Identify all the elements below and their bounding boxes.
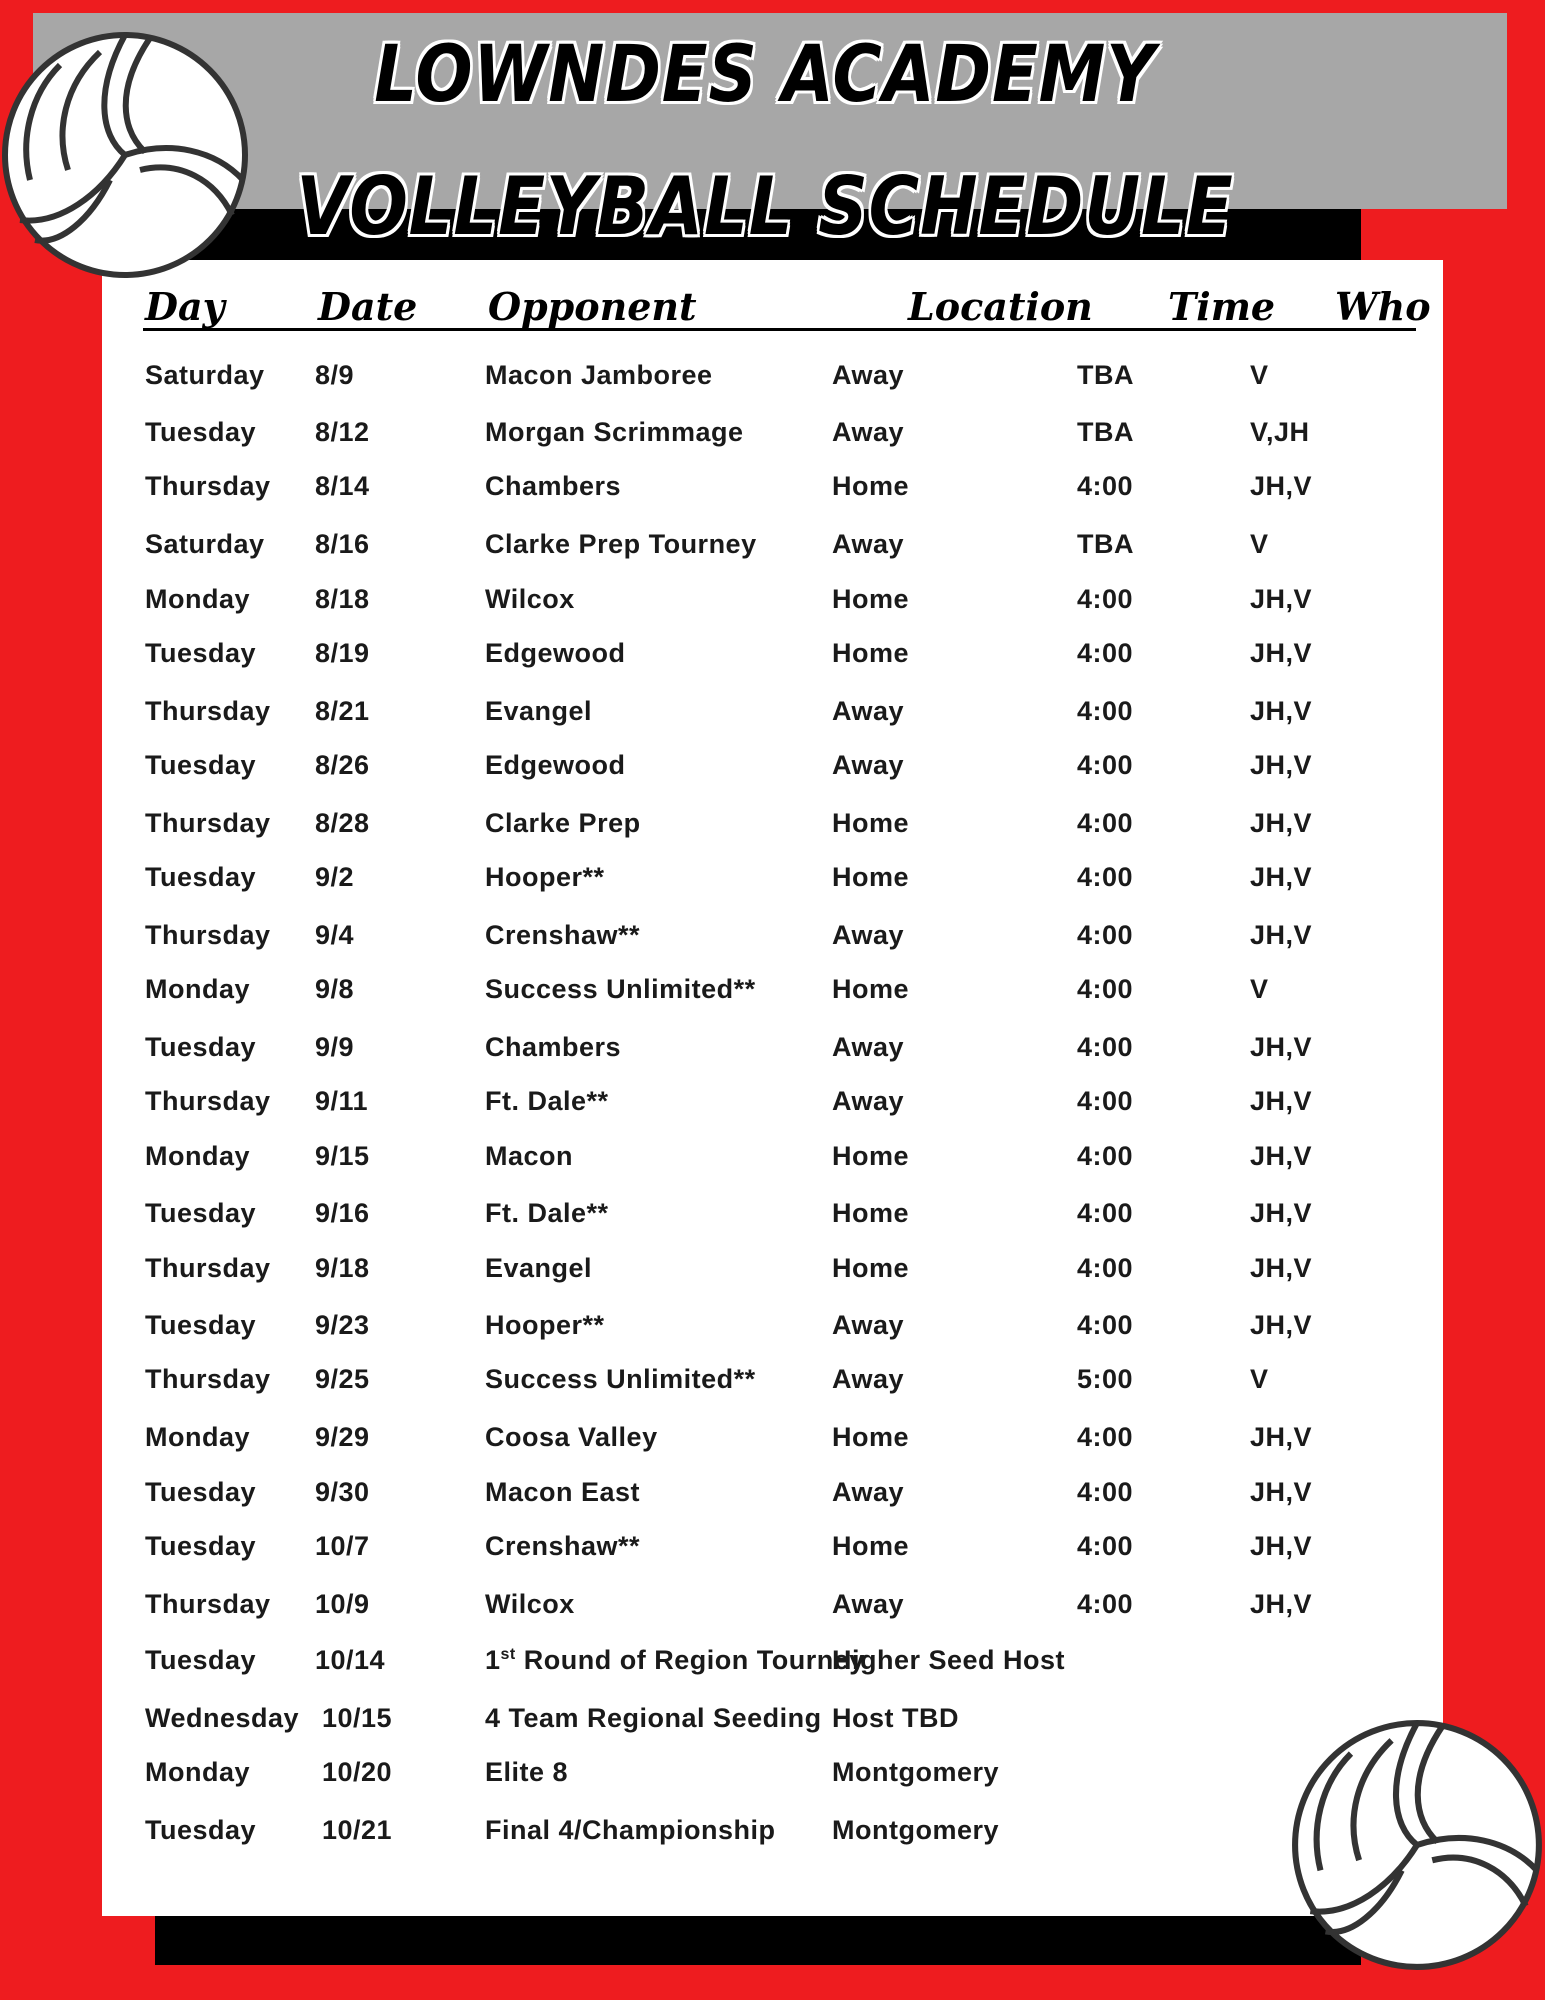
cell-date: 9/9 xyxy=(315,1032,355,1062)
cell-opponent: Morgan Scrimmage xyxy=(485,417,744,447)
cell-opponent: Hooper** xyxy=(485,862,605,892)
cell-location: Away xyxy=(832,920,905,950)
cell-day: Thursday xyxy=(145,920,271,950)
cell-date: 8/26 xyxy=(315,750,370,780)
cell-who: JH,V xyxy=(1250,1198,1313,1228)
cell-date: 9/2 xyxy=(315,862,355,892)
cell-location: Host TBD xyxy=(832,1703,959,1733)
cell-date: 8/18 xyxy=(315,584,370,614)
cell-opponent: 1st Round of Region Tourney xyxy=(485,1645,865,1675)
cell-day: Saturday xyxy=(145,529,265,559)
cell-day: Tuesday xyxy=(145,1198,257,1228)
cell-time: 4:00 xyxy=(1077,920,1134,950)
cell-date: 9/4 xyxy=(315,920,355,950)
cell-opponent: Crenshaw** xyxy=(485,920,641,950)
cell-opponent: Success Unlimited** xyxy=(485,1364,756,1394)
cell-location: Home xyxy=(832,974,910,1004)
cell-location: Home xyxy=(832,638,910,668)
cell-day: Tuesday xyxy=(145,1815,257,1845)
cell-date: 10/21 xyxy=(322,1815,393,1845)
cell-location: Home xyxy=(832,471,910,501)
cell-who: JH,V xyxy=(1250,1141,1313,1171)
cell-who: JH,V xyxy=(1250,1422,1313,1452)
column-header-who: Who xyxy=(1335,284,1431,329)
cell-day: Tuesday xyxy=(145,1310,257,1340)
cell-location: Montgomery xyxy=(832,1757,999,1787)
cell-time: TBA xyxy=(1077,360,1134,390)
cell-date: 8/28 xyxy=(315,808,370,838)
cell-location: Home xyxy=(832,1253,910,1283)
cell-who: JH,V xyxy=(1250,1032,1313,1062)
cell-day: Tuesday xyxy=(145,417,257,447)
cell-location: Away xyxy=(832,696,905,726)
table-row xyxy=(0,1757,1545,1797)
column-header-row xyxy=(143,284,1431,331)
cell-opponent: Ft. Dale** xyxy=(485,1086,609,1116)
table-row xyxy=(0,750,1545,790)
table-row xyxy=(0,1364,1545,1404)
cell-who: JH,V xyxy=(1250,696,1313,726)
cell-time: 4:00 xyxy=(1077,1531,1134,1561)
cell-who: JH,V xyxy=(1250,862,1313,892)
cell-time: 4:00 xyxy=(1077,638,1134,668)
table-row xyxy=(0,1422,1545,1462)
cell-who: JH,V xyxy=(1250,1477,1313,1507)
column-header-opponent: Opponent xyxy=(488,284,697,329)
table-row xyxy=(0,1253,1545,1293)
cell-who: JH,V xyxy=(1250,638,1313,668)
column-header-date: Date xyxy=(318,284,418,329)
cell-time: 4:00 xyxy=(1077,808,1134,838)
cell-time: TBA xyxy=(1077,529,1134,559)
cell-date: 9/30 xyxy=(315,1477,370,1507)
cell-time: 5:00 xyxy=(1077,1364,1134,1394)
cell-location: Away xyxy=(832,1589,905,1619)
cell-location: Away xyxy=(832,529,905,559)
cell-day: Wednesday xyxy=(145,1703,300,1733)
cell-who: JH,V xyxy=(1250,1086,1313,1116)
cell-day: Monday xyxy=(145,584,251,614)
cell-date: 8/21 xyxy=(315,696,370,726)
cell-opponent: Chambers xyxy=(485,471,622,501)
cell-day: Tuesday xyxy=(145,750,257,780)
cell-opponent: Chambers xyxy=(485,1032,622,1062)
cell-day: Monday xyxy=(145,974,251,1004)
cell-time: 4:00 xyxy=(1077,1086,1134,1116)
cell-opponent: Crenshaw** xyxy=(485,1531,641,1561)
cell-who: JH,V xyxy=(1250,1589,1313,1619)
cell-day: Tuesday xyxy=(145,1477,257,1507)
cell-opponent: Ft. Dale** xyxy=(485,1198,609,1228)
cell-day: Thursday xyxy=(145,471,271,501)
table-row xyxy=(0,417,1545,457)
cell-day: Tuesday xyxy=(145,638,257,668)
cell-day: Tuesday xyxy=(145,1531,257,1561)
table-row xyxy=(0,1310,1545,1350)
cell-day: Thursday xyxy=(145,808,271,838)
cell-who: JH,V xyxy=(1250,750,1313,780)
cell-location: Away xyxy=(832,750,905,780)
table-row xyxy=(0,1086,1545,1126)
volleyball-icon xyxy=(0,30,250,280)
table-row xyxy=(0,1589,1545,1629)
cell-location: Home xyxy=(832,1422,910,1452)
table-row xyxy=(0,1703,1545,1743)
cell-location: Home xyxy=(832,584,910,614)
cell-time: TBA xyxy=(1077,417,1134,447)
cell-location: Away xyxy=(832,1310,905,1340)
column-header-time: Time xyxy=(1168,284,1276,329)
cell-date: 9/11 xyxy=(315,1086,369,1116)
cell-who: JH,V xyxy=(1250,1310,1313,1340)
cell-opponent: Elite 8 xyxy=(485,1757,569,1787)
cell-date: 10/9 xyxy=(315,1589,370,1619)
table-row xyxy=(0,862,1545,902)
cell-time: 4:00 xyxy=(1077,750,1134,780)
cell-opponent: Final 4/Championship xyxy=(485,1815,776,1845)
cell-day: Tuesday xyxy=(145,862,257,892)
cell-day: Thursday xyxy=(145,1364,271,1394)
column-header-location: Location xyxy=(908,284,1093,329)
cell-who: JH,V xyxy=(1250,808,1313,838)
table-row xyxy=(0,920,1545,960)
table-row xyxy=(0,1477,1545,1517)
cell-day: Saturday xyxy=(145,360,265,390)
cell-opponent: Wilcox xyxy=(485,584,575,614)
table-row xyxy=(0,974,1545,1014)
cell-date: 9/8 xyxy=(315,974,355,1004)
cell-opponent: Clarke Prep Tourney xyxy=(485,529,757,559)
cell-who: V xyxy=(1250,974,1269,1004)
cell-day: Thursday xyxy=(145,1589,271,1619)
cell-date: 10/14 xyxy=(315,1645,386,1675)
cell-date: 9/15 xyxy=(315,1141,370,1171)
cell-opponent: Hooper** xyxy=(485,1310,605,1340)
cell-who: JH,V xyxy=(1250,471,1313,501)
cell-time: 4:00 xyxy=(1077,1589,1134,1619)
cell-date: 8/12 xyxy=(315,417,370,447)
cell-opponent: Success Unlimited** xyxy=(485,974,756,1004)
cell-opponent: Wilcox xyxy=(485,1589,575,1619)
cell-opponent: Macon xyxy=(485,1141,574,1171)
cell-time: 4:00 xyxy=(1077,1477,1134,1507)
cell-opponent: Edgewood xyxy=(485,638,626,668)
cell-date: 8/14 xyxy=(315,471,370,501)
cell-location: Home xyxy=(832,862,910,892)
cell-day: Monday xyxy=(145,1422,251,1452)
cell-opponent: Macon East xyxy=(485,1477,641,1507)
cell-time: 4:00 xyxy=(1077,862,1134,892)
cell-date: 8/9 xyxy=(315,360,355,390)
cell-day: Monday xyxy=(145,1141,251,1171)
cell-location: Away xyxy=(832,1086,905,1116)
cell-day: Monday xyxy=(145,1757,251,1787)
cell-location: Away xyxy=(832,1032,905,1062)
cell-date: 8/19 xyxy=(315,638,370,668)
cell-location: Higher Seed Host xyxy=(832,1645,1066,1675)
cell-date: 9/23 xyxy=(315,1310,370,1340)
cell-time: 4:00 xyxy=(1077,584,1134,614)
cell-date: 9/25 xyxy=(315,1364,370,1394)
table-row xyxy=(0,1032,1545,1072)
cell-opponent: Coosa Valley xyxy=(485,1422,658,1452)
cell-day: Tuesday xyxy=(145,1032,257,1062)
table-row xyxy=(0,1141,1545,1181)
table-row xyxy=(0,1815,1545,1855)
cell-opponent: 4 Team Regional Seeding xyxy=(485,1703,822,1733)
table-row xyxy=(0,360,1545,400)
cell-day: Thursday xyxy=(145,1086,271,1116)
cell-who: JH,V xyxy=(1250,584,1313,614)
cell-time: 4:00 xyxy=(1077,1253,1134,1283)
table-row xyxy=(0,1645,1545,1685)
cell-time: 4:00 xyxy=(1077,471,1134,501)
cell-opponent: Edgewood xyxy=(485,750,626,780)
table-row xyxy=(0,696,1545,736)
cell-date: 10/7 xyxy=(315,1531,370,1561)
cell-date: 10/20 xyxy=(322,1757,393,1787)
cell-time: 4:00 xyxy=(1077,1032,1134,1062)
cell-who: JH,V xyxy=(1250,1253,1313,1283)
table-row xyxy=(0,471,1545,511)
cell-location: Away xyxy=(832,360,905,390)
cell-time: 4:00 xyxy=(1077,974,1134,1004)
cell-who: V xyxy=(1250,529,1269,559)
cell-day: Thursday xyxy=(145,696,271,726)
cell-location: Montgomery xyxy=(832,1815,999,1845)
cell-time: 4:00 xyxy=(1077,696,1134,726)
cell-location: Away xyxy=(832,1477,905,1507)
cell-location: Home xyxy=(832,1531,910,1561)
cell-time: 4:00 xyxy=(1077,1310,1134,1340)
title-school: LOWNDES ACADEMY xyxy=(374,30,1156,120)
cell-opponent: Clarke Prep xyxy=(485,808,641,838)
cell-who: V,JH xyxy=(1250,417,1310,447)
cell-who: V xyxy=(1250,1364,1269,1394)
table-row xyxy=(0,584,1545,624)
cell-opponent: Macon Jamboree xyxy=(485,360,713,390)
table-row xyxy=(0,1531,1545,1571)
table-row xyxy=(0,808,1545,848)
cell-date: 9/29 xyxy=(315,1422,370,1452)
table-row xyxy=(0,1198,1545,1238)
cell-date: 9/18 xyxy=(315,1253,370,1283)
cell-who: V xyxy=(1250,360,1269,390)
cell-location: Home xyxy=(832,808,910,838)
cell-location: Away xyxy=(832,1364,905,1394)
title-schedule: VOLLEYBALL SCHEDULE xyxy=(296,160,1234,253)
cell-date: 8/16 xyxy=(315,529,370,559)
table-row xyxy=(0,638,1545,678)
cell-day: Thursday xyxy=(145,1253,271,1283)
cell-time: 4:00 xyxy=(1077,1198,1134,1228)
cell-time: 4:00 xyxy=(1077,1141,1134,1171)
cell-date: 9/16 xyxy=(315,1198,370,1228)
cell-opponent: Evangel xyxy=(485,696,593,726)
column-header-day: Day xyxy=(145,284,225,329)
cell-location: Home xyxy=(832,1141,910,1171)
cell-date: 10/15 xyxy=(322,1703,393,1733)
cell-location: Away xyxy=(832,417,905,447)
cell-who: JH,V xyxy=(1250,920,1313,950)
cell-location: Home xyxy=(832,1198,910,1228)
cell-time: 4:00 xyxy=(1077,1422,1134,1452)
cell-who: JH,V xyxy=(1250,1531,1313,1561)
table-row xyxy=(0,529,1545,569)
cell-day: Tuesday xyxy=(145,1645,257,1675)
cell-opponent: Evangel xyxy=(485,1253,593,1283)
